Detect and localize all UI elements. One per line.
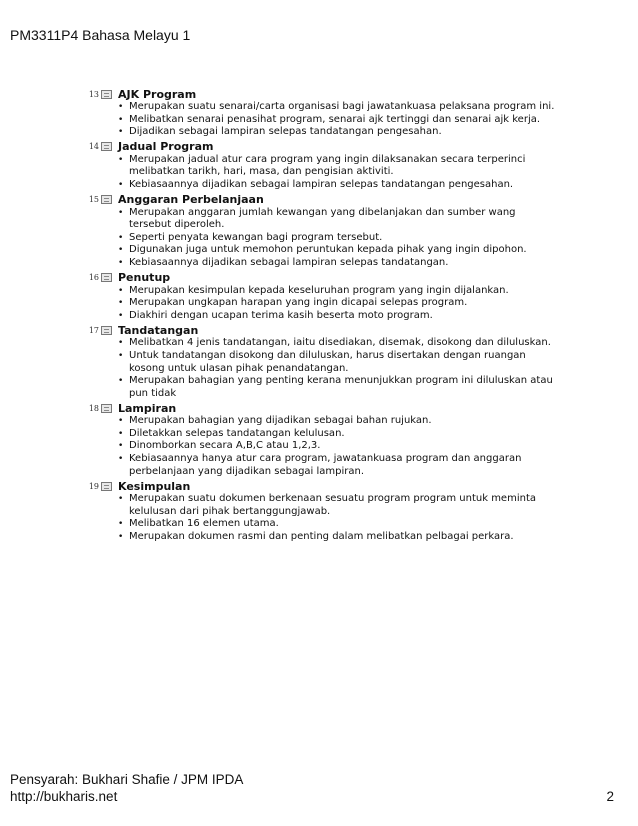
- slide-thumbnail-icon: [101, 326, 112, 335]
- slide-number: 16: [88, 273, 99, 283]
- bullet-item: • Seperti penyata kewangan bagi program tersebut.: [118, 232, 557, 245]
- slide-number: 18: [88, 403, 99, 413]
- bullet-item: • Digunakan juga untuk memohon peruntukan kepada pihak yang ingin dipohon.: [118, 244, 557, 257]
- bullet-item: • Merupakan bahagian yang dijadikan sebagai bahan rujukan.: [118, 415, 557, 428]
- bullet-item: • Merupakan kesimpulan kepada keseluruhan program yang ingin dijalankan.: [118, 285, 557, 298]
- slide-13: [87, 87, 557, 139]
- slide-15: [87, 193, 557, 270]
- bullet-item: • Merupakan ungkapan harapan yang ingin dicapai selepas program.: [118, 297, 557, 310]
- footer-url[interactable]: http://bukharis.net: [10, 789, 118, 804]
- slide-title: AJK Program: [118, 87, 197, 101]
- bullet-item: • Dijadikan sebagai lampiran selepas tandatangan pengesahan.: [118, 126, 557, 139]
- slide-14: [87, 140, 557, 192]
- slide-outline: [87, 86, 557, 544]
- slide-16: [87, 271, 557, 323]
- bullet-item: • Diakhiri dengan ucapan terima kasih beserta moto program.: [118, 310, 557, 323]
- slide-number: 14: [88, 142, 99, 152]
- bullet-item: • Merupakan anggaran jumlah kewangan yang dibelanjakan dan sumber wang tersebut diperoleh.: [118, 207, 557, 232]
- bullet-item: • Merupakan bahagian yang penting kerana menunjukkan program ini diluluskan atau pun tidak: [118, 375, 557, 400]
- slide-title: Tandatangan: [118, 323, 199, 337]
- slide-title: Anggaran Perbelanjaan: [118, 193, 264, 207]
- footer-author: Pensyarah: Bukhari Shafie / JPM IPDA: [10, 772, 244, 787]
- slide-number: 17: [88, 325, 99, 335]
- document-header-title: PM3311P4 Bahasa Melayu 1: [10, 27, 191, 43]
- slide-thumbnail-icon: [101, 273, 112, 282]
- document-footer: [10, 771, 243, 805]
- slide-thumbnail-icon: [101, 195, 112, 204]
- bullet-item: • Merupakan dokumen rasmi dan penting dalam melibatkan pelbagai perkara.: [118, 531, 557, 544]
- page-number: 2: [606, 789, 614, 804]
- slide-number: 15: [88, 195, 99, 205]
- bullet-item: • Merupakan jadual atur cara program yang ingin dilaksanakan secara terperinci melibatkan tarikh, hari, masa, dan pengisian aktiviti.: [118, 154, 557, 179]
- bullet-item: • Merupakan suatu dokumen berkenaan sesuatu program program untuk meminta kelulusan dari pihak bertanggungjawab.: [118, 493, 557, 518]
- slide-19: [87, 479, 557, 543]
- bullet-item: • Untuk tandatangan disokong dan diluluskan, harus disertakan dengan ruangan kosong untuk ulasan pihak penandatangan.: [118, 350, 557, 375]
- slide-thumbnail-icon: [101, 90, 112, 99]
- bullet-item: • Dinomborkan secara A,B,C atau 1,2,3.: [118, 440, 557, 453]
- bullet-item: • Kebiasaannya dijadikan sebagai lampiran selepas tandatangan pengesahan.: [118, 179, 557, 192]
- slide-title: Jadual Program: [118, 140, 214, 154]
- slide-title: Lampiran: [118, 401, 177, 415]
- bullet-item: • Kebiasaannya hanya atur cara program, jawatankuasa program dan anggaran perbelanjaan yang dijadikan sebagai lampiran.: [118, 453, 557, 478]
- slide-thumbnail-icon: [101, 482, 112, 491]
- slide-title: Penutup: [118, 271, 171, 285]
- bullet-item: • Melibatkan senarai penasihat program, senarai ajk tertinggi dan senarai ajk kerja.: [118, 114, 557, 127]
- bullet-item: • Diletakkan selepas tandatangan kelulusan.: [118, 428, 557, 441]
- slide-18: [87, 401, 557, 478]
- bullet-item: • Melibatkan 16 elemen utama.: [118, 518, 557, 531]
- slide-number: 19: [88, 481, 99, 491]
- slide-title: Kesimpulan: [118, 479, 191, 493]
- slide-17: [87, 323, 557, 400]
- slide-number: 13: [88, 89, 99, 99]
- slide-thumbnail-icon: [101, 142, 112, 151]
- bullet-item: • Merupakan suatu senarai/carta organisasi bagi jawatankuasa pelaksana program ini.: [118, 101, 557, 114]
- bullet-item: • Kebiasaannya dijadikan sebagai lampiran selepas tandatangan.: [118, 257, 557, 270]
- slide-thumbnail-icon: [101, 404, 112, 413]
- bullet-item: • Melibatkan 4 jenis tandatangan, iaitu disediakan, disemak, disokong dan diluluskan.: [118, 337, 557, 350]
